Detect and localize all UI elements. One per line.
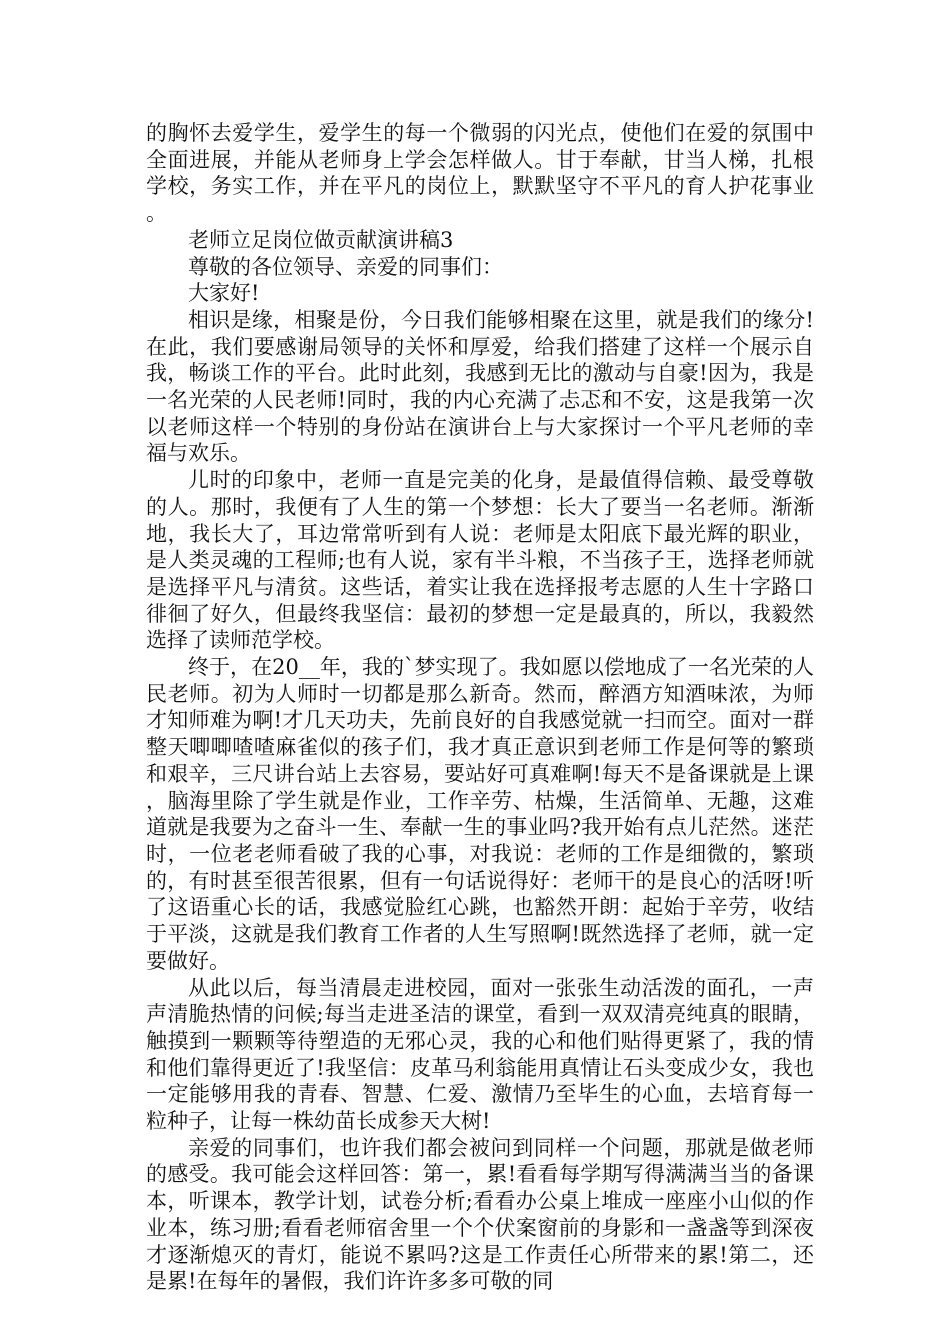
greeting: 大家好!: [188, 281, 260, 306]
paragraph: 从此以后，每当清晨走进校园，面对一张张生动活泼的面孔，一声声清脆热情的问候;每当走进圣洁的课堂，看到一双双清亮纯真的眼睛，触摸到一颗颗等待塑造的无邪心灵，我的心和他们贴得更紧了，我的情和他们靠得更近了!我坚信：皮革马利翁能用真情让石头变成少女，我也一定能够用我的青春、智慧、仁爱、激情乃至毕生的心血，去培育每一粒种子，让每一株幼苗长成参天大树!: [146, 975, 814, 1134]
paragraph: 亲爱的同事们，也许我们都会被问到同样一个问题，那就是做老师的感受。我可能会这样回答：第一，累!看看每学期写得满满当当的备课本，听课本，教学计划，试卷分析;看看办公桌上堆成一座座小山似的作业本，练习册;看看老师宿舍里一个个伏案窗前的身影和一盏盏等到深夜才逐渐熄灭的青灯，能说不累吗?这是工作责任心所带来的累!第二，还是累!在每年的暑假，我们许许多多可敬的同: [146, 1135, 814, 1294]
document-body: [146, 120, 814, 1295]
paragraph: 终于，在20__年，我的`梦实现了。我如愿以偿地成了一名光荣的人民老师。初为人师时一切都是那么新奇。然而，醉酒方知酒味浓，为师才知师难为啊!才几天功夫，先前良好的自我感觉就一扫而空。面对一群整天唧唧喳喳麻雀似的孩子们，我才真正意识到老师工作是何等的繁琐和艰辛，三尺讲台站上去容易，要站好可真难啊!每天不是备课就是上课，脑海里除了学生就是作业，工作辛劳、枯燥，生活简单、无趣，这难道就是我要为之奋斗一生、奉献一生的事业吗?我开始有点儿茫然。迷茫时，一位老老师看破了我的心事，对我说：老师的工作是细微的，繁琐的，有时甚至很苦很累，但有一句话说得好：老师干的是良心的活呀!听了这语重心长的话，我感觉脸红心跳，也豁然开朗：起始于辛劳，收结于平淡，这就是我们教育工作者的人生写照啊!既然选择了老师，就一定要做好。: [146, 655, 814, 973]
paragraph: 儿时的印象中，老师一直是完美的化身，是最值得信赖、最受尊敬的人。那时，我便有了人生的第一个梦想：长大了要当一名老师。渐渐地，我长大了，耳边常常听到有人说：老师是太阳底下最光辉的职业，是人类灵魂的工程师;也有人说，家有半斗粮，不当孩子王，选择老师就是选择平凡与清贫。这些话，着实让我在选择报考志愿的人生十字路口徘徊了好久，但最终我坚信：最初的梦想一定是最真的，所以，我毅然选择了读师范学校。: [146, 468, 814, 653]
paragraph-continuation: 的胸怀去爱学生，爱学生的每一个微弱的闪光点，使他们在爱的氛围中全面进展，并能从老师身上学会怎样做人。甘于奉献，甘当人梯，扎根学校，务实工作，并在平凡的岗位上，默默坚守不平凡的育人护花事业。: [146, 121, 814, 226]
paragraph: 相识是缘，相聚是份，今日我们能够相聚在这里，就是我们的缘分!在此，我们要感谢局领导的关怀和厚爱，给我们搭建了这样一个展示自我，畅谈工作的平台。此时此刻，我感到无比的激动与自豪!因为，我是一名光荣的人民老师!同时，我的内心充满了忐忑和不安，这是我第一次以老师这样一个特别的身份站在演讲台上与大家探讨一个平凡老师的幸福与欢乐。: [146, 307, 814, 466]
salutation: 尊敬的各位领导、亲爱的同事们：: [188, 254, 503, 279]
speech-title: 老师立足岗位做贡献演讲稿3: [188, 227, 454, 252]
